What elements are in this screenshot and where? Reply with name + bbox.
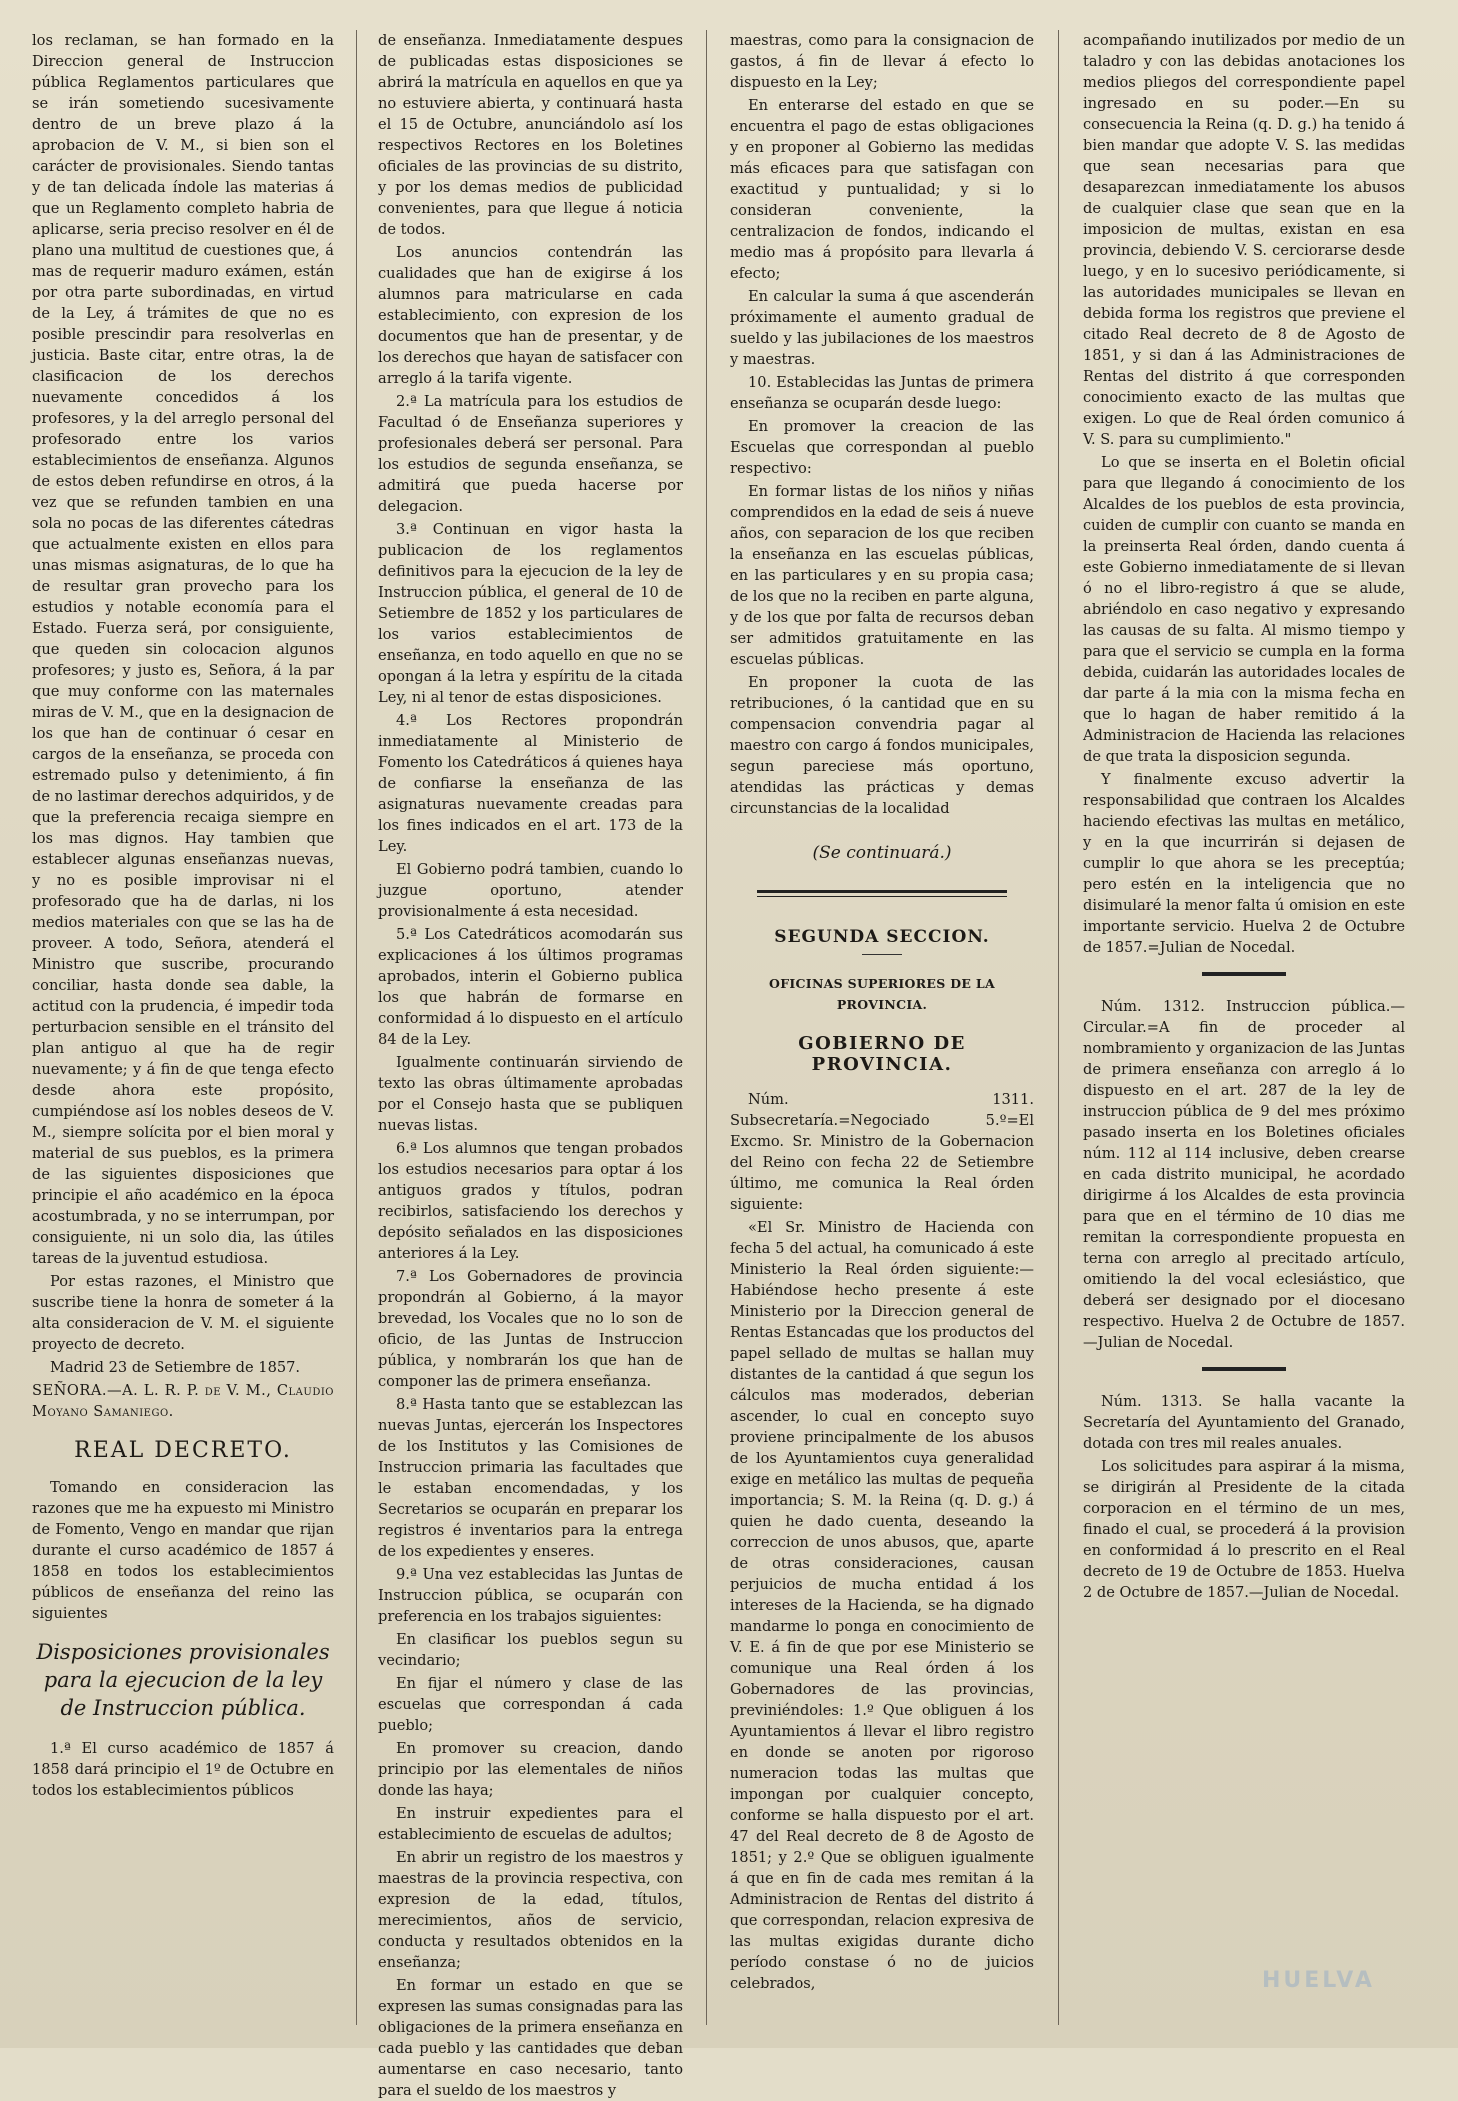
paragraph: 2.ª La matrícula para los estudios de Facultad ó de Enseñanza superiores y profesionales deberá ser personal. Para los estudios de segunda enseñanza, se admitirá que pueda hacerse por delegacion. [378,393,683,515]
paragraph: 4.ª Los Rectores propondrán inmediatamente al Ministerio de Fomento los Catedráticos á quienes haya de confiarse la enseñanza de las asignaturas nuevamente creadas para los fines indicados en el art. 173 de la Ley. [378,712,683,855]
paragraph: En calcular la suma á que ascenderán próximamente el aumento gradual de sueldo y las jubilaciones de los maestros y maestras. [730,288,1034,368]
paragraph: Tomando en consideracion las razones que me ha expuesto mi Ministro de Fomento, Vengo en mandar que rijan durante el curso académico de 1857 á 1858 en todos los establecimientos públicos de enseñanza del reino las siguientes [32,1479,334,1622]
paragraph: los reclaman, se han formado en la Direccion general de Instruccion pública Reglamentos particulares que se irán sometiendo sucesivamente dentro de un breve plazo á la aprobacion de V. M., si bien son el carácter de provisionales. Siendo tantas y de tan delicada índole las materias á que un Reglamento completo habria de aplicarse, seria preciso resolver en él de plano una multitud de cuestiones que, á mas de requerir maduro exámen, están por otra parte subordinadas, en virtud de la Ley, á trámites de que no es posible prescindir para resolverlas en justicia. Baste citar, entre otras, la de clasificacion de los derechos nuevamente concedidos á los profesores, y la del arreglo personal del profesorado entre los varios establecimientos de enseñanza. Algunos de estos deben refundirse en otros, á la vez que se refunden tambien en una sola no pocas de las diferentes cátedras que actualmente existen en ellos para unas mismas asignaturas, de lo que ha de resultar gran provecho para los estudios y notable economía para el Estado. Fuerza será, por consiguiente, que queden sin colocacion algunos profesores; y justo es, Señora, á la par que muy conforme con las maternales miras de V. M., que en la designacion de los que han de continuar ó cesar en cargos de la enseñanza, se proceda con estremado pulso y detenimiento, á fin de no lastimar derechos adquiridos, y de que la preferencia recaiga siempre en los mas dignos. Hay tambien que establecer algunas enseñanzas nuevas, y no es posible improvisar ni el profesorado que ha de darlas, ni los medios materiales con que se las ha de proveer. A todo, Señora, atenderá el Ministro que suscribe, procurando conciliar, hasta donde sea dable, la actitud con la prudencia, é impedir toda perturbacion sensible en el tránsito del plan antiguo al que ha de regir nuevamente; y á fin de que tenga efecto desde ahora este propósito, cumpiéndose así los nobles deseos de V. M., siempre solícita por el bien moral y material de sus pueblos, es la primera de las siguientes disposiciones que principie el año académico en la época acostumbrada, y no se interrumpan, por consiguiente, ni un solo dia, las útiles tareas de la juventud estudiosa. [32,32,334,1267]
paragraph: Los anuncios contendrán las cualidades que han de exigirse á los alumnos para matricularse en cada establecimiento, con expresion de los documentos que han de presentar, y de los derechos que hayan de satisfacer con arreglo á la tarifa vigente. [378,244,683,387]
column-rule [706,30,707,2025]
signature-line: SEÑORA.—A. L. R. P. de V. M., Claudio Moyano Samaniego. [32,1382,334,1420]
list-item: En abrir un registro de los maestros y maestras de la provincia respectiva, con expresion de la edad, títulos, merecimientos, años de servicio, conducta y resultados obtenidos en la enseñanza; [378,1849,683,1971]
section-divider [757,890,1007,897]
paragraph: acompañando inutilizados por medio de un taladro y con las debidas anotaciones los medios pliegos del correspondiente papel ingresado en su poder.—En su consecuencia la Reina (q. D. g.) ha tenido á bien mandar que adopte V. S. las medidas que sean necesarias para que desaparezcan inmediatamente los abusos de cualquier clase que sean que en la imposicion de multas, existan en esa provincia, debiendo V. S. cerciorarse desde luego, y en lo sucesivo periódicamente, si las autoridades municipales se llevan en debida forma los registros que previene el citado Real decreto de 8 de Agosto de 1851, y si dan á las Administraciones de Rentas del distrito á que corresponden conocimiento exacto de las multas que exigen. Lo que de Real órden comunico á V. S. para su cumplimiento." [1083,32,1405,448]
heading-real-decreto: REAL DECRETO. [74,1438,292,1463]
column-1 [32,30,334,2025]
column-4 [1083,30,1405,2025]
heading-disposiciones: Disposiciones provisionales para la ejecucion de la ley de Instruccion pública. [36,1640,330,1720]
column-rule [1058,30,1059,2025]
archive-watermark: HUELVA [1262,1968,1375,1993]
paragraph: Núm. 1312. Instruccion pública.—Circular.=A fin de proceder al nombramiento y organizacion de las Juntas de primera enseñanza con arreglo á lo dispuesto en el art. 287 de la ley de instruccion pública de 9 del mes próximo pasado inserta en los Boletines oficiales núm. 112 al 114 inclusive, deben crearse en cada distrito municipal, he acordado dirigirme á los Alcaldes de esta provincia para que en el término de 10 dias me remitan la correspondiente propuesta en terna con arreglo al precitado artículo, omitiendo la del vocal eclesiástico, que deberá ser designado por el diocesano respectivo. Huelva 2 de Octubre de 1857.—Julian de Nocedal. [1083,998,1405,1351]
list-item: En clasificar los pueblos segun su vecindario; [378,1631,683,1669]
list-item: En formar un estado en que se expresen las sumas consignadas para las obligaciones de la primera enseñanza en cada pueblo y las cantidades que deban aumentarse en caso necesario, tanto para el sueldo de los maestros y [378,1977,683,2099]
paragraph: Y finalmente excuso advertir la responsabilidad que contraen los Alcaldes haciendo efectivas las multas en metálico, y en la que incurrirán si dejasen de cumplir lo que ahora se les preceptúa; pero estén en la inteligencia que no disimularé la menor falta ú omision en este importante servicio. Huelva 2 de Octubre de 1857.=Julian de Nocedal. [1083,771,1405,956]
paragraph: Los solicitudes para aspirar á la misma, se dirigirán al Presidente de la citada corporacion en el término de un mes, finado el cual, se procederá á la provision en conformidad á lo prescrito en el Real decreto de 19 de Octubre de 1853. Huelva 2 de Octubre de 1857.—Julian de Nocedal. [1083,1458,1405,1601]
column-3 [730,30,1034,2025]
list-item: En fijar el número y clase de las escuelas que correspondan á cada pueblo; [378,1675,683,1734]
paragraph: 8.ª Hasta tanto que se establezcan las nuevas Juntas, ejercerán los Inspectores de los Institutos y las Comisiones de Instruccion primaria las facultades que le estaban encomendadas, y los Secretarios se ocuparán en preparar los registros é inventarios para la entrega de los expedientes y enseres. [378,1396,683,1560]
paragraph: 1.ª El curso académico de 1857 á 1858 dará principio el 1º de Octubre en todos los establecimientos públicos [32,1740,334,1799]
divider [1202,1367,1286,1371]
paragraph: Lo que se inserta en el Boletin oficial para que llegando á conocimiento de los Alcaldes de los pueblos de esta provincia, cuiden de cumplir con cuanto se manda en la preinserta Real órden, dando cuenta á este Gobierno inmediatamente de si llevan ó no el libro-registro á que se alude, abriéndolo en caso negativo y expresando las causas de su falta. Al mismo tiempo y para que el servicio se cumpla en la forma debida, cuidarán las autoridades locales de dar parte á la mia con la misma fecha en que lo hagan de haber remitido á la Administracion de Hacienda las relaciones de que trata la disposicion segunda. [1083,454,1405,765]
divider [1202,972,1286,976]
paragraph: 5.ª Los Catedráticos acomodarán sus explicaciones á los últimos programas aprobados, interin el Gobierno publica los que habrán de formarse en conformidad á lo dispuesto en el artículo 84 de la Ley. [378,926,683,1048]
paragraph: de enseñanza. Inmediatamente despues de publicadas estas disposiciones se abrirá la matrícula en aquellos en que ya no estuviere abierta, y continuará hasta el 15 de Octubre, anunciándolo así los respectivos Rectores en los Boletines oficiales de las provincias de su distrito, y por los demas medios de publicidad convenientes, para que llegue á noticia de todos. [378,32,683,238]
paragraph: En formar listas de los niños y niñas comprendidos en la edad de seis á nueve años, con separacion de los que reciben la enseñanza en las escuelas públicas, en las particulares y en su propia casa; de los que no la reciben en parte alguna, y de los que por falta de recursos deban ser admitidos gratuitamente en las escuelas públicas. [730,483,1034,668]
paragraph: En enterarse del estado en que se encuentra el pago de estas obligaciones y en proponer al Gobierno las medidas más eficaces para que satisfagan con exactitud y puntualidad; y si lo consideran conveniente, la centralizacion de fondos, indicando el medio mas á propósito para llevarla á efecto; [730,97,1034,282]
paragraph: En promover la creacion de las Escuelas que correspondan al pueblo respectivo: [730,418,1034,477]
paragraph: Igualmente continuarán sirviendo de texto las obras últimamente aprobadas por el Consejo hasta que se publiquen nuevas listas. [378,1054,683,1134]
column-rule [356,30,357,2025]
paragraph: 7.ª Los Gobernadores de provincia propondrán al Gobierno, á la mayor brevedad, los Vocales que no lo son de oficio, de las Juntas de Instruccion pública, y nombrarán los que han de componer las de primera enseñanza. [378,1268,683,1390]
paragraph: 9.ª Una vez establecidas las Juntas de Instruccion pública, se ocuparán con preferencia en los trabajos siguientes: [378,1566,683,1625]
paragraph: Núm. 1313. Se halla vacante la Secretaría del Ayuntamiento del Granado, dotada con tres mil reales anuales. [1083,1393,1405,1452]
paragraph: 6.ª Los alumnos que tengan probados los estudios necesarios para optar á los antiguos grados y títulos, podran recibirlos, satisfaciendo los derechos y depósito señalados en las disposiciones anteriores á la Ley. [378,1140,683,1262]
paragraph: Por estas razones, el Ministro que suscribe tiene la honra de someter á la alta consideracion de V. M. el siguiente proyecto de decreto. [32,1273,334,1353]
heading-segunda-seccion: SEGUNDA SECCION. [774,927,990,947]
column-2 [378,30,683,2099]
date-line: Madrid 23 de Setiembre de 1857. [50,1359,301,1376]
paragraph: «El Sr. Ministro de Hacienda con fecha 5 del actual, ha comunicado á este Ministerio la Real órden siguiente:—Habiéndose hecho presente á este Ministerio por la Direccion general de Rentas Estancadas que los productos del papel sellado de multas se hallan muy distantes de la cantidad á que segun los cálculos mas moderados, deberian ascender, lo cual en concepto suyo proviene principalmente de los abusos de los Ayuntamientos cuya generalidad exige en metálico las multas de pequeña importancia; S. M. la Reina (q. D. g.) á quien he dado cuenta, deseando la correccion de unos abusos, que, aparte de otras consideraciones, causan perjuicios de mucha entidad á los intereses de la Hacienda, se ha dignado mandarme lo ponga en conocimiento de V. E. á fin de que por ese Ministerio se comunique una Real órden á los Gobernadores de las provincias, previniéndoles: 1.º Que obliguen á los Ayuntamientos á llevar el libro registro en donde se anoten por rigoroso numeracion todas las multas que impongan por cualquier concepto, conforme se halla dispuesto por el art. 47 del Real decreto de 8 de Agosto de 1851; y 2.º Que se obliguen igualmente á que en fin de cada mes remitan á la Administracion de Rentas del distrito á que correspondan, relacion expresiva de las multas exigidas durante dicho período constase ó no de juicios celebrados, [730,1219,1034,1992]
divider [862,954,902,955]
paragraph: En proponer la cuota de las retribuciones, ó la cantidad que en su compensacion convendria pagar al maestro con cargo á fondos municipales, segun pareciese más oportuno, atendidas las prácticas y demas circunstancias de la localidad [730,674,1034,817]
paragraph: El Gobierno podrá tambien, cuando lo juzgue oportuno, atender provisionalmente á esta necesidad. [378,861,683,920]
paragraph: Núm. 1311. Subsecretaría.=Negociado 5.º=El Excmo. Sr. Ministro de la Gobernacion del Reino con fecha 22 de Setiembre último, me comunica la Real órden siguiente: [730,1091,1034,1213]
continuation-note: (Se continuará.) [812,843,952,863]
heading-gobierno: GOBIERNO DE PROVINCIA. [798,1033,966,1075]
heading-oficinas: OFICINAS SUPERIORES DE LA PROVINCIA. [769,976,995,1012]
paragraph: maestras, como para la consignacion de gastos, á fin de llevar á efecto lo dispuesto en la Ley; [730,32,1034,91]
paragraph: 3.ª Continuan en vigor hasta la publicacion de los reglamentos definitivos para la ejecucion de la ley de Instruccion pública, el general de 10 de Setiembre de 1852 y los particulares de los varios establecimientos de enseñanza, en todo aquello en que no se opongan á la letra y espíritu de la citada Ley, ni al tenor de estas disposiciones. [378,521,683,706]
list-item: En instruir expedientes para el establecimiento de escuelas de adultos; [378,1805,683,1843]
paragraph: 10. Establecidas las Juntas de primera enseñanza se ocuparán desde luego: [730,374,1034,412]
list-item: En promover su creacion, dando principio por las elementales de niños donde las haya; [378,1740,683,1799]
